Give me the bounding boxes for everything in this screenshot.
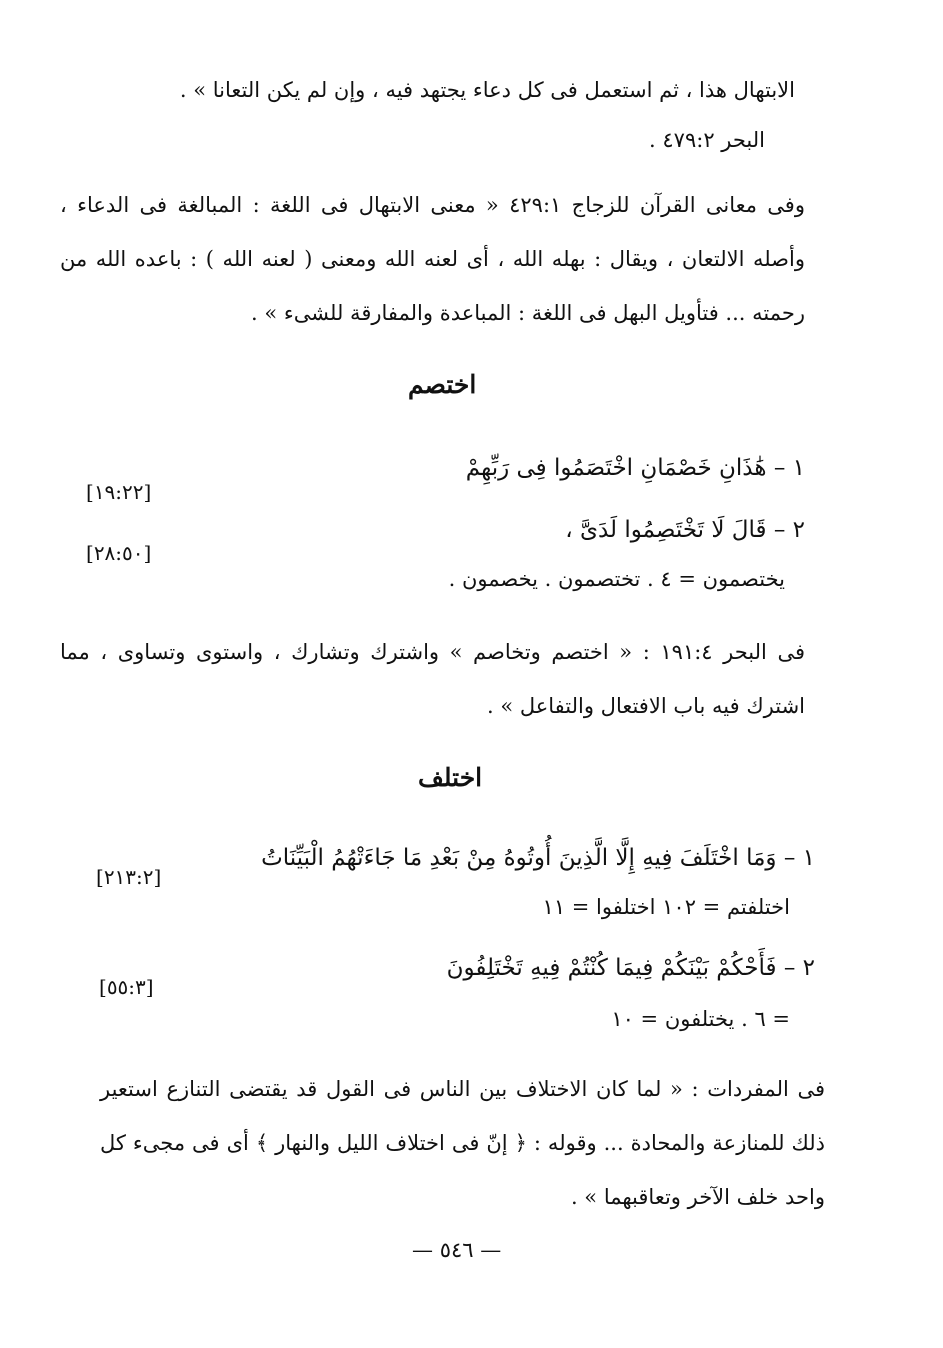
verse-1-ikhtasama: ١ – هَٰذَانِ خَصْمَانِ اخْتَصَمُوا فِى رَبِّهِمْ (465, 455, 805, 481)
mufradat-paragraph: فى المفردات : « لما كان الاختلاف بين الناس فى القول قد يقتضى التنازع استعير ذلك للمنازعة والمحادة ... وقوله : ﴿ إنّ فى اختلاف الليل والنهار ﴾ أى فى مجىء كل واحد خلف الآخر وتعاقبهما » . (100, 1077, 825, 1209)
intro-paragraph: وفى معانى القرآن للزجاج ٤٢٩:١ « معنى الابتهال فى اللغة : المبالغة فى الدعاء ، وأصله الالتعان ، ويقال : بهله الله ، أى لعنه الله ومعنى ( لعنه الله ) : باعده الله من رحمته ... فتأويل البهل فى اللغة : المباعدة والمفارقة للشىء » . (60, 193, 805, 325)
verse-reference: [٢١٣:٢] (96, 865, 162, 889)
frequency-note: اختلفتم = ١٠٢ اختلفوا = ١١ (542, 895, 790, 919)
verse-2-ikhtalafa: ٢ – فَأَحْكُمْ بَيْنَكُمْ فِيمَا كُنْتُمْ فِيهِ تَخْتَلِفُونَ (446, 955, 815, 981)
verse-reference: [٢٨:٥٠] (86, 541, 152, 565)
page-number: — ٥٤٦ — (412, 1238, 502, 1262)
verse-reference: [١٩:٢٢] (86, 480, 152, 504)
intro-line-2: البحر ٤٧٩:٢ . (649, 128, 765, 152)
intro-line-1: الابتهال هذا ، ثم استعمل فى كل دعاء يجتهد فيه ، وإن لم يكن التعانا » . (179, 78, 795, 102)
frequency-note: = ٦ . يختلفون = ١٠ (611, 1007, 790, 1031)
verse-2-ikhtasama: ٢ – قَالَ لَا تَخْتَصِمُوا لَدَىَّ ، (565, 517, 805, 543)
section-heading-ikhtalafa: اختلف (418, 763, 483, 792)
verse-reference: [٥٥:٣] (99, 975, 154, 999)
verse-1-ikhtalafa: ١ – وَمَا اخْتَلَفَ فِيهِ إِلَّا الَّذِينَ أُوتُوهُ مِنْ بَعْدِ مَا جَاءَتْهُمُ الْبَيِّنَاتُ (261, 845, 815, 871)
bahr-paragraph: فى البحر ١٩١:٤ : « اختصم وتخاصم » واشترك وتشارك ، واستوى وتساوى ، مما اشترك فيه باب الافتعال والتفاعل » . (60, 640, 806, 718)
section-heading-ikhtasama: اختصم (408, 370, 477, 399)
frequency-note: يختصمون = ٤ . تختصمون . يخصمون . (448, 567, 785, 591)
